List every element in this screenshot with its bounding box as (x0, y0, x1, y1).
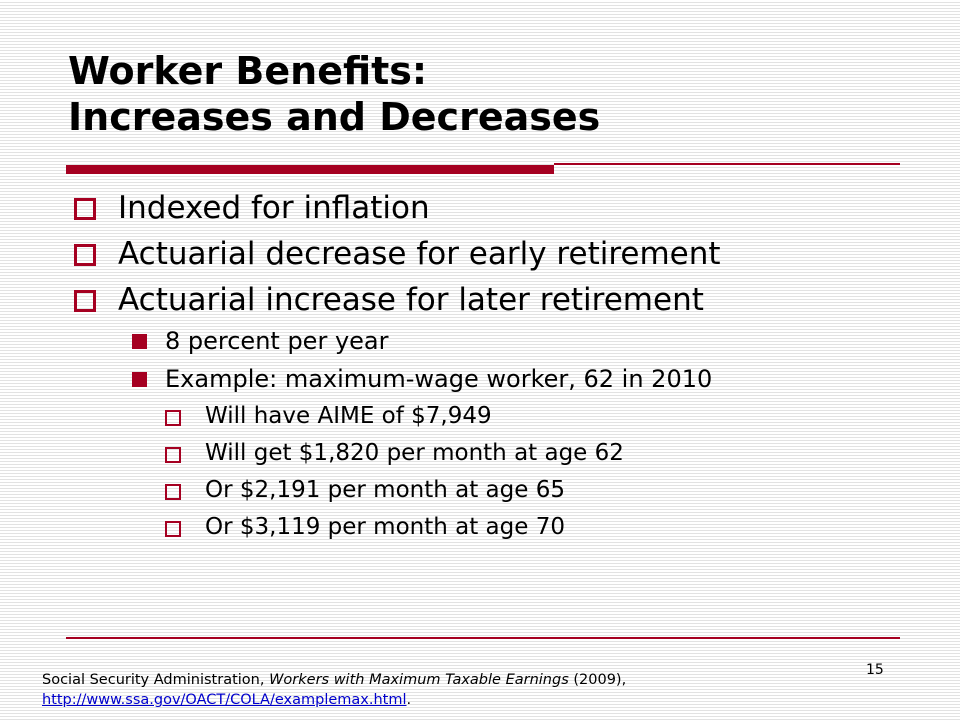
citation-prefix: Social Security Administration, (42, 672, 270, 688)
title-underline-thin (554, 163, 900, 165)
citation-link[interactable]: http://www.ssa.gov/OACT/COLA/examplemax.html (42, 692, 407, 708)
page-number: 15 (866, 662, 884, 678)
sub-sub-bullet-text: Or $2,191 per month at age 65 (205, 476, 565, 503)
filled-square-bullet-icon (132, 372, 147, 387)
sub-sub-bullet-text: Will get $1,820 per month at age 62 (205, 439, 624, 466)
hollow-square-bullet-icon (74, 244, 96, 266)
sub-sub-bullet-item (205, 402, 492, 429)
source-citation (42, 670, 626, 710)
bullet-item (118, 234, 721, 272)
hollow-square-bullet-icon (74, 198, 96, 220)
sub-bullet-text: 8 percent per year (165, 327, 389, 355)
sub-sub-bullet-item (205, 439, 624, 466)
sub-sub-bullet-item (205, 476, 565, 503)
citation-end: . (406, 692, 412, 708)
hollow-square-bullet-icon (165, 447, 181, 463)
slide-title (68, 48, 908, 140)
filled-square-bullet-icon (132, 334, 147, 349)
slide-title-line-1: Worker Benefits: (68, 49, 428, 93)
bullet-item (118, 188, 430, 226)
sub-sub-bullet-text: Will have AIME of $7,949 (205, 402, 492, 429)
sub-sub-bullet-text: Or $3,119 per month at age 70 (205, 513, 565, 540)
sub-bullet-text: Example: maximum-wage worker, 62 in 2010 (165, 365, 713, 393)
title-underline-thick (66, 165, 554, 174)
hollow-square-bullet-icon (165, 521, 181, 537)
hollow-square-bullet-icon (165, 410, 181, 426)
citation-suffix: (2009), (568, 672, 627, 688)
slide-title-line-2: Increases and Decreases (68, 95, 601, 139)
bullet-text: Actuarial decrease for early retirement (118, 235, 721, 272)
bullet-text: Actuarial increase for later retirement (118, 281, 704, 318)
footer-divider (66, 637, 900, 639)
sub-bullet-item (165, 326, 389, 355)
sub-sub-bullet-item (205, 513, 565, 540)
sub-bullet-item (165, 364, 712, 393)
hollow-square-bullet-icon (74, 290, 96, 312)
citation-title: Workers with Maximum Taxable Earnings (269, 672, 569, 688)
bullet-text: Indexed for inflation (118, 189, 430, 226)
bullet-item (118, 280, 704, 318)
hollow-square-bullet-icon (165, 484, 181, 500)
